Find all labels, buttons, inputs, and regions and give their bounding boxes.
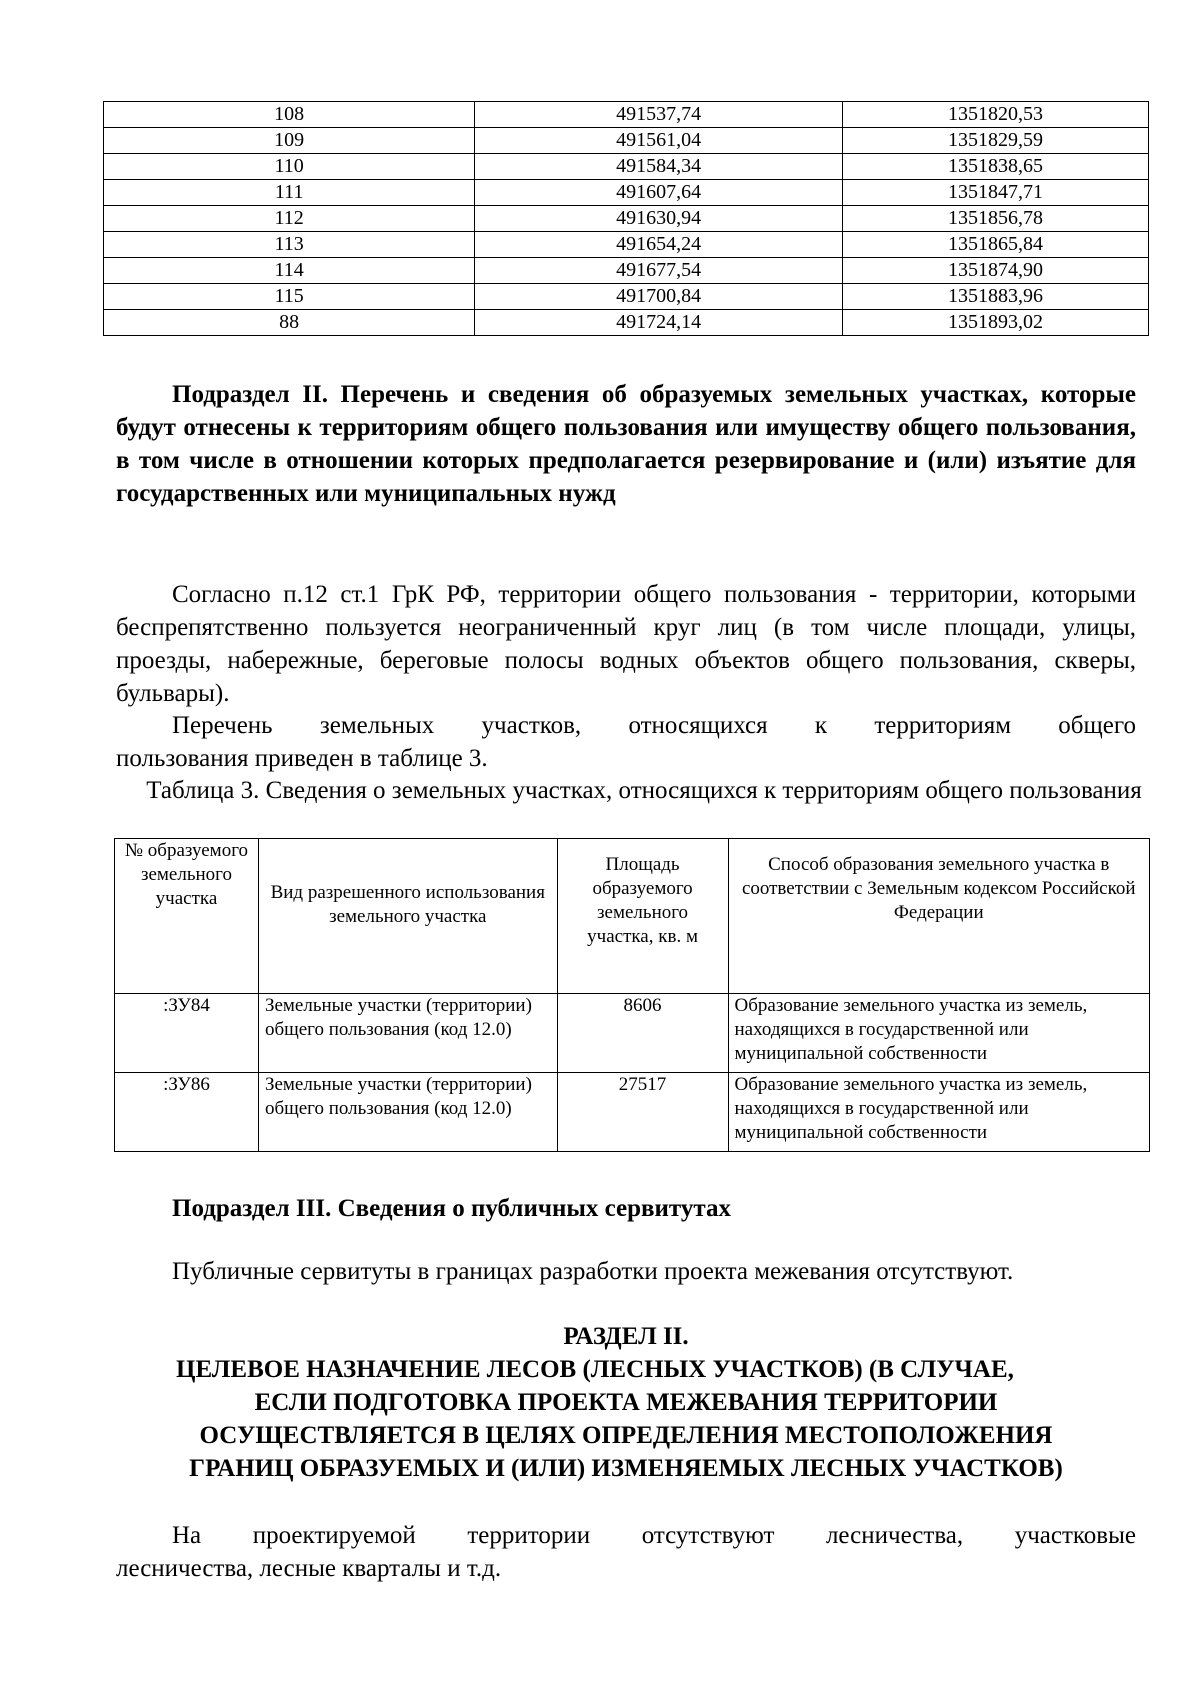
coord-y: 1351829,59 (843, 128, 1149, 154)
section-2-heading-line-2: ЕСЛИ ПОДГОТОВКА ПРОЕКТА МЕЖЕВАНИЯ ТЕРРИТОРИИ (254, 1389, 998, 1416)
coord-y: 1351893,02 (843, 310, 1149, 336)
paragraph-text: Согласно п.12 ст.1 ГрК РФ, территории общего пользования - территории, которыми беспрепятственно пользуется неограниченный круг лиц (в том числе площади, улицы, проезды, набережные, береговые полосы водных объектов общего пользования, скверы, бульвары). (116, 581, 1136, 707)
section-2-paragraph-line-2 (116, 1552, 1136, 1585)
table-row (115, 1073, 1150, 1152)
coord-x: 491607,64 (475, 180, 843, 206)
point-number: 109 (104, 128, 475, 154)
coord-y: 1351820,53 (843, 102, 1149, 128)
coord-y: 1351847,71 (843, 180, 1149, 206)
subsection-2-paragraph-1 (116, 578, 1136, 710)
table-row (104, 258, 1149, 284)
subsection-3-heading-text: Подраздел III. Сведения о публичных сервитутах (172, 1195, 731, 1222)
point-number: 88 (104, 310, 475, 336)
coord-y: 1351865,84 (843, 232, 1149, 258)
coord-x: 491537,74 (475, 102, 843, 128)
coord-x: 491630,94 (475, 206, 843, 232)
coord-x: 491654,24 (475, 232, 843, 258)
plot-id: :ЗУ84 (115, 994, 259, 1073)
section-2-title: РАЗДЕЛ II. (563, 1323, 689, 1350)
point-number: 115 (104, 284, 475, 310)
table-row (104, 206, 1149, 232)
column-header-area: Площадь образуемого земельного участка, кв. м (557, 839, 728, 994)
plot-method: Образование земельного участка из земель, находящихся в государственной или муниципальной собственности (728, 994, 1150, 1073)
plot-use: Земельные участки (территории) общего пользования (код 12.0) (258, 1073, 557, 1152)
subsection-2-heading-text: Подраздел II. Перечень и сведения об образуемых земельных участках, которые будут отнесены к территориям общего пользования или имуществу общего пользования, в том числе в отношении которых предполагается резервирование и (или) изъятие для государственных или муниципальных нужд (116, 381, 1136, 507)
point-number: 112 (104, 206, 475, 232)
table-row (104, 284, 1149, 310)
subsection-2-heading (116, 378, 1136, 510)
point-number: 113 (104, 232, 475, 258)
column-header-plot-number: № образуемого земельного участка (115, 839, 259, 994)
point-number: 110 (104, 154, 475, 180)
section-2-heading-line-4: ГРАНИЦ ОБРАЗУЕМЫХ И (ИЛИ) ИЗМЕНЯЕМЫХ ЛЕСНЫХ УЧАСТКОВ) (189, 1455, 1063, 1482)
paragraph-text: лесничества, лесные кварталы и т.д. (116, 1555, 502, 1582)
plot-area: 27517 (557, 1073, 728, 1152)
coord-x: 491724,14 (475, 310, 843, 336)
coord-y: 1351838,65 (843, 154, 1149, 180)
subsection-3-paragraph (116, 1255, 1136, 1288)
subsection-2-paragraph-2-line-1 (116, 709, 1136, 742)
coord-x: 491561,04 (475, 128, 843, 154)
paragraph-text: пользования приведен в таблице 3. (116, 745, 488, 772)
coord-y: 1351874,90 (843, 258, 1149, 284)
point-number: 111 (104, 180, 475, 206)
point-number: 114 (104, 258, 475, 284)
table-row (104, 232, 1149, 258)
table-row (115, 994, 1150, 1073)
section-2-paragraph-line-1 (116, 1519, 1136, 1552)
subsection-3-heading (116, 1192, 1136, 1225)
column-header-permitted-use: Вид разрешенного использования земельного участка (258, 839, 557, 994)
section-2-heading-line-1: ЦЕЛЕВОЕ НАЗНАЧЕНИЕ ЛЕСОВ (ЛЕСНЫХ УЧАСТКОВ) (В СЛУЧАЕ, (176, 1356, 1014, 1383)
paragraph-text: Перечень земельных участков, относящихся к территориям общего (172, 712, 1136, 739)
table-3-caption: Таблица 3. Сведения о земельных участках, относящихся к территориям общего пользования (146, 777, 1142, 804)
plot-use: Земельные участки (территории) общего пользования (код 12.0) (258, 994, 557, 1073)
table-header-row (115, 839, 1150, 994)
table-row (104, 128, 1149, 154)
table-row (104, 102, 1149, 128)
paragraph-text: Публичные сервитуты в границах разработки проекта межевания отсутствуют. (172, 1258, 1014, 1285)
paragraph-text: На проектируемой территории отсутствуют лесничества, участковые (172, 1522, 1136, 1549)
coord-y: 1351856,78 (843, 206, 1149, 232)
table-row (104, 180, 1149, 206)
table-row (104, 154, 1149, 180)
coordinates-table (103, 101, 1149, 336)
coord-x: 491584,34 (475, 154, 843, 180)
column-header-formation-method: Способ образования земельного участка в соответствии с Земельным кодексом Российской Федерации (728, 839, 1150, 994)
section-2-heading-line-3: ОСУЩЕСТВЛЯЕТСЯ В ЦЕЛЯХ ОПРЕДЕЛЕНИЯ МЕСТОПОЛОЖЕНИЯ (199, 1422, 1053, 1449)
coord-x: 491700,84 (475, 284, 843, 310)
subsection-2-paragraph-2-line-2 (116, 742, 1136, 775)
plot-method: Образование земельного участка из земель, находящихся в государственной или муниципальной собственности (728, 1073, 1150, 1152)
land-plots-table (114, 838, 1150, 1152)
point-number: 108 (104, 102, 475, 128)
coord-y: 1351883,96 (843, 284, 1149, 310)
plot-area: 8606 (557, 994, 728, 1073)
plot-id: :ЗУ86 (115, 1073, 259, 1152)
coord-x: 491677,54 (475, 258, 843, 284)
table-row (104, 310, 1149, 336)
